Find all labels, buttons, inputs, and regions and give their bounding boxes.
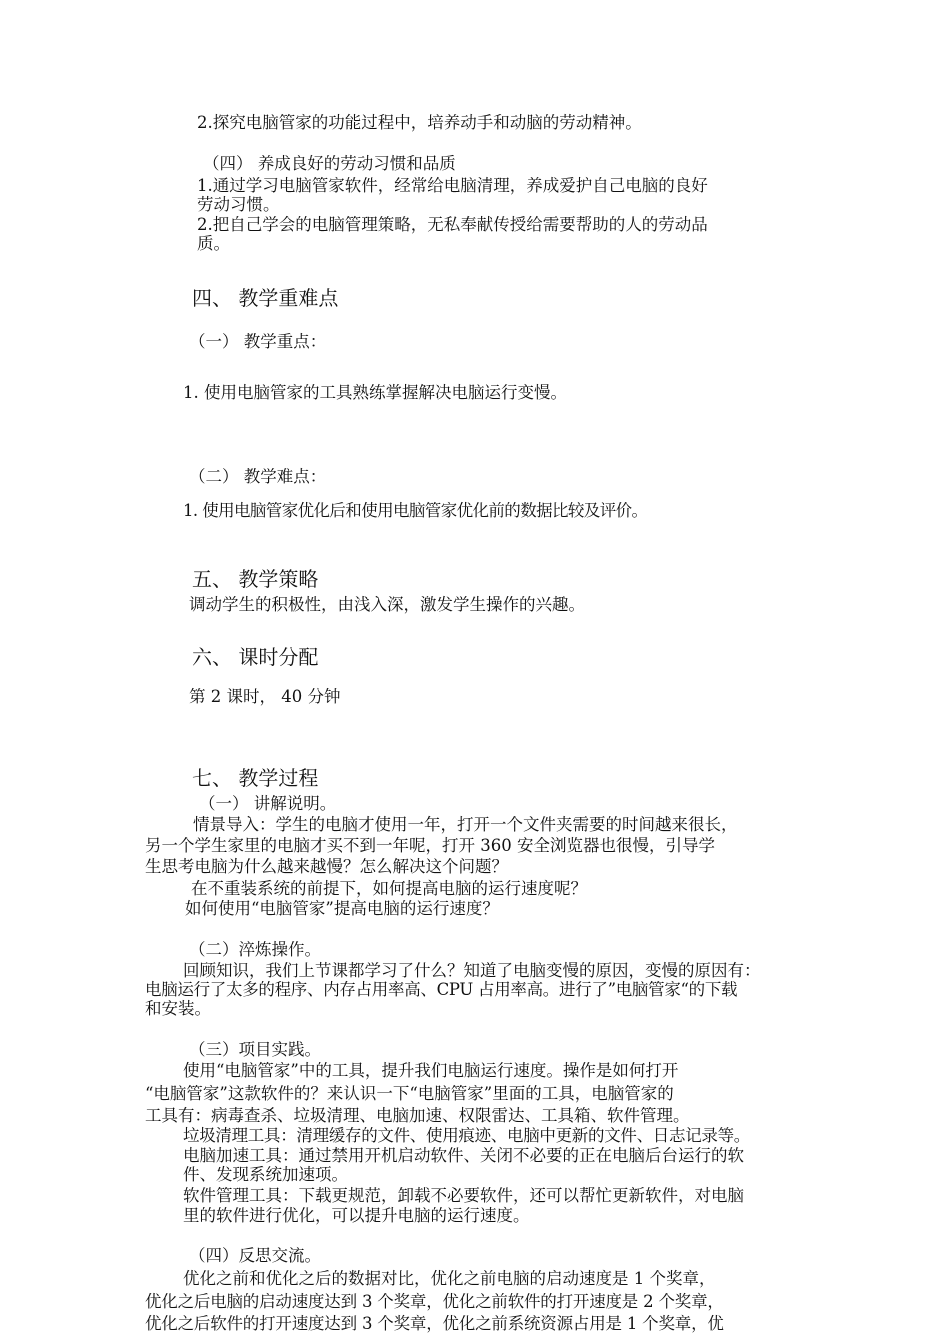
process-step-2-line-1: 回顾知识，我们上节课都学习了什么？知道了电脑变慢的原因，变慢的原因有： [183,961,761,980]
process-step-3-line-1: 使用“电脑管家”中的工具，提升我们电脑运行速度。操作是如何打开 [183,1061,679,1080]
section-7-heading: 七、 教学过程 [192,766,319,790]
habits-item-2-line-1: 2.把自己学会的电脑管理策略，无私奉献传授给需要帮助的人的劳动品 [197,215,708,234]
habits-item-2-line-2: 质。 [197,234,230,253]
difficulty-item-1: 1. 使用电脑管家优化后和使用电脑管家优化前的数据比较及评价。 [183,501,648,520]
strategy-text: 调动学生的积极性，由浅入深，激发学生操作的兴趣。 [189,595,585,614]
process-step-1-line-5: 如何使用“电脑管家”提高电脑的运行速度？ [185,899,499,918]
process-step-3-line-7: 软件管理工具：下载更规范，卸载不必要软件，还可以帮忙更新软件，对电脑 [183,1186,744,1205]
process-step-4-title: （四）反思交流。 [189,1246,321,1265]
process-step-3-line-6: 件、发现系统加速项。 [183,1165,348,1184]
process-step-1-line-2: 另一个学生家里的电脑才买不到一年呢，打开 360 安全浏览器也很慢，引导学 [145,836,715,855]
process-step-3-line-8: 里的软件进行优化，可以提升电脑的运行速度。 [183,1206,530,1225]
process-step-3-line-4: 垃圾清理工具：清理缓存的文件、使用痕迹、电脑中更新的文件、日志记录等。 [183,1126,751,1145]
key-point-item-1: 1. 使用电脑管家的工具熟练掌握解决电脑运行变慢。 [183,383,567,402]
process-step-1-line-1: 情景导入：学生的电脑才使用一年，打开一个文件夹需要的时间越来很长， [193,815,738,834]
section-6-heading: 六、 课时分配 [192,645,319,669]
process-step-1-line-3: 生思考电脑为什么越来越慢？怎么解决这个问题？ [145,857,508,876]
key-points-subtitle: （一） 教学重点： [189,332,327,351]
process-step-3-line-2: “电脑管家”这款软件的？来认识一下“电脑管家”里面的工具，电脑管家的 [145,1084,674,1103]
process-step-2-title: （二）淬炼操作。 [189,940,321,959]
process-step-2-line-3: 和安装。 [145,999,211,1018]
objective-explore-2: 2.探究电脑管家的功能过程中，培养动手和动脑的劳动精神。 [197,113,642,132]
process-step-4-line-1: 优化之前和优化之后的数据对比，优化之前电脑的启动速度是 1 个奖章， [183,1269,716,1288]
process-step-3-title: （三）项目实践。 [189,1040,321,1059]
difficulties-subtitle: （二） 教学难点： [189,467,327,486]
process-step-1-title: （一） 讲解说明。 [199,794,337,813]
habits-item-1-line-2: 劳动习惯。 [197,195,280,214]
process-step-4-line-2: 优化之后电脑的启动速度达到 3 个奖章，优化之前软件的打开速度是 2 个奖章， [145,1292,724,1311]
class-hours-text: 第 2 课时， 40 分钟 [189,687,341,706]
process-step-4-line-3: 优化之后软件的打开速度达到 3 个奖章，优化之前系统资源占用是 1 个奖章，优 [145,1314,724,1333]
process-step-3-line-3: 工具有：病毒查杀、垃圾清理、电脑加速、权限雷达、工具箱、软件管理。 [145,1106,690,1125]
process-step-2-line-2: 电脑运行了太多的程序、内存占用率高、CPU 占用率高。进行了”电脑管家“的下载 [145,980,738,999]
process-step-1-line-4: 在不重装系统的前提下，如何提高电脑的运行速度呢？ [191,879,587,898]
section-5-heading: 五、 教学策略 [192,567,319,591]
subsection-habits-title: （四） 养成良好的劳动习惯和品质 [203,154,456,173]
habits-item-1-line-1: 1.通过学习电脑管家软件，经常给电脑清理，养成爱护自己电脑的良好 [197,176,708,195]
section-4-heading: 四、 教学重难点 [192,286,339,310]
process-step-3-line-5: 电脑加速工具：通过禁用开机启动软件、关闭不必要的正在电脑后台运行的软 [183,1146,744,1165]
